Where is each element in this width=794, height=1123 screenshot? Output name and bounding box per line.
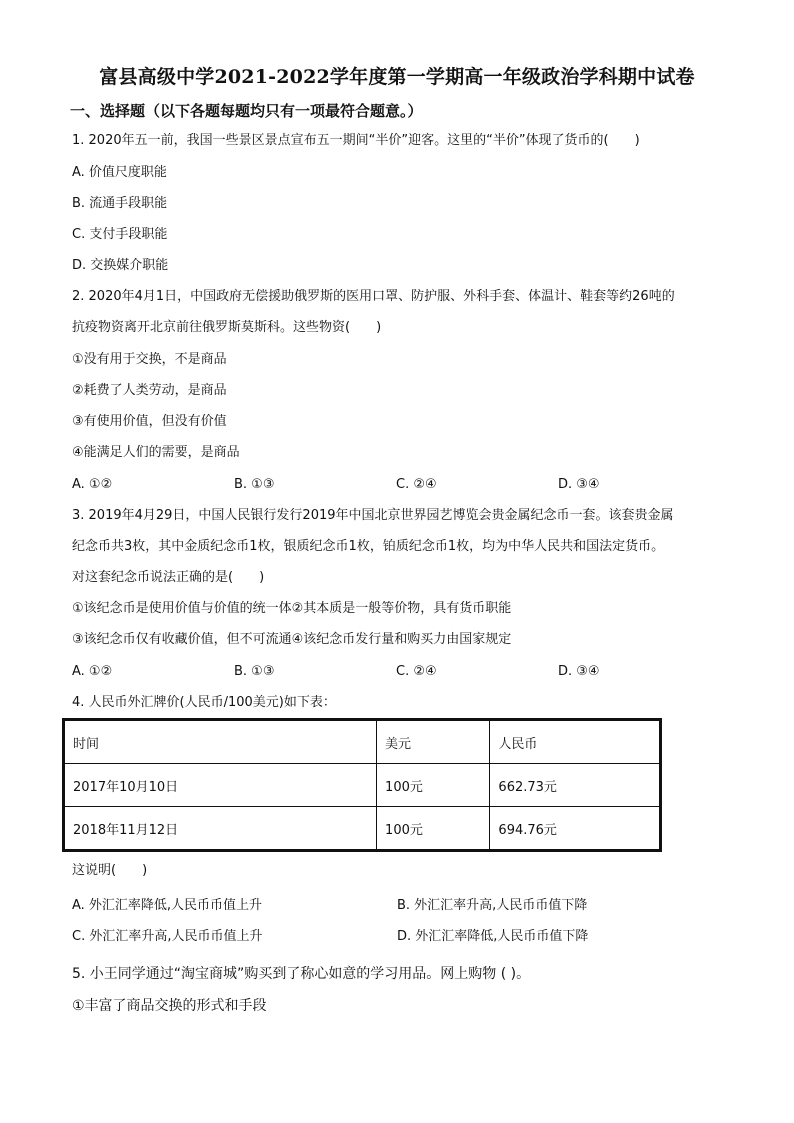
q3-option-a: A. ①② xyxy=(72,664,113,679)
table-row xyxy=(64,807,661,851)
q2-statement-2: ②耗费了人类劳动，是商品 xyxy=(72,383,227,398)
q3-stem-line3: 对这套纪念币说法正确的是( ) xyxy=(72,570,265,585)
q3-option-b: B. ①③ xyxy=(234,664,275,679)
q1-stem: 1. 2020年五一前，我国一些景区景点宣布五一期间“半价”迎客。这里的“半价”体现了货币的( ) xyxy=(72,133,640,148)
q2-statement-1: ①没有用于交换，不是商品 xyxy=(72,352,227,367)
table-header-cell: 人民币 xyxy=(490,720,661,764)
q1-option-a: A. 价值尺度职能 xyxy=(72,165,167,180)
q3-option-c: C. ②④ xyxy=(396,664,437,679)
table-cell: 100元 xyxy=(377,764,490,807)
table-cell: 2018年11月12日 xyxy=(64,807,377,851)
q3-statements-3-4: ③该纪念币仅有收藏价值，但不可流通④该纪念币发行量和购买力由国家规定 xyxy=(72,632,512,647)
exchange-rate-table xyxy=(62,718,662,852)
q4-option-a: A. 外汇汇率降低,人民币币值上升 xyxy=(72,898,263,913)
q4-option-c: C. 外汇汇率升高,人民币币值上升 xyxy=(72,929,263,944)
table-cell: 694.76元 xyxy=(490,807,661,851)
q3-stem-line1: 3. 2019年4月29日，中国人民银行发行2019年中国北京世界园艺博览会贵金属纪念币一套。该套贵金属 xyxy=(72,508,674,523)
q4-option-d: D. 外汇汇率降低,人民币币值下降 xyxy=(397,929,589,944)
q4-tail: 这说明( ) xyxy=(72,863,148,878)
table-header-cell: 时间 xyxy=(64,720,377,764)
table-cell: 100元 xyxy=(377,807,490,851)
q3-statements-1-2: ①该纪念币是使用价值与价值的统一体②其本质是一般等价物，具有货币职能 xyxy=(72,601,512,616)
q2-option-c: C. ②④ xyxy=(396,477,437,492)
q1-option-c: C. 支付手段职能 xyxy=(72,227,168,242)
q4-option-b: B. 外汇汇率升高,人民币币值下降 xyxy=(397,898,588,913)
table-row xyxy=(64,764,661,807)
q1-option-d: D. 交换媒介职能 xyxy=(72,258,169,273)
q4-stem: 4. 人民币外汇牌价(人民币/100美元)如下表： xyxy=(72,695,336,710)
q2-statement-4: ④能满足人们的需要，是商品 xyxy=(72,445,240,460)
q3-option-d: D. ③④ xyxy=(558,664,600,679)
section-heading: 一、选择题（以下各题每题均只有一项最符合题意。） xyxy=(70,102,423,120)
q2-option-d: D. ③④ xyxy=(558,477,600,492)
q2-option-b: B. ①③ xyxy=(234,477,275,492)
q3-stem-line2: 纪念币共3枚，其中金质纪念币1枚，银质纪念币1枚，铂质纪念币1枚，均为中华人民共和国法定货币。 xyxy=(72,539,665,554)
table-cell: 662.73元 xyxy=(490,764,661,807)
q5-stem: 5. 小王同学通过“淘宝商城”购买到了称心如意的学习用品。网上购物 ( )。 xyxy=(72,966,531,982)
q2-stem-line1: 2. 2020年4月1日，中国政府无偿援助俄罗斯的医用口罩、防护服、外科手套、体温计、鞋套等约26吨的 xyxy=(72,289,675,304)
q5-statement-1: ①丰富了商品交换的形式和手段 xyxy=(72,998,267,1014)
q2-stem-line2: 抗疫物资离开北京前往俄罗斯莫斯科。这些物资( ) xyxy=(72,320,382,335)
exam-title: 富县高级中学2021-2022学年度第一学期高一年级政治学科期中试卷 xyxy=(99,66,695,88)
table-header-row xyxy=(64,720,661,764)
q2-option-a: A. ①② xyxy=(72,477,113,492)
q2-statement-3: ③有使用价值，但没有价值 xyxy=(72,414,227,429)
q1-option-b: B. 流通手段职能 xyxy=(72,196,168,211)
table-cell: 2017年10月10日 xyxy=(64,764,377,807)
table-header-cell: 美元 xyxy=(377,720,490,764)
